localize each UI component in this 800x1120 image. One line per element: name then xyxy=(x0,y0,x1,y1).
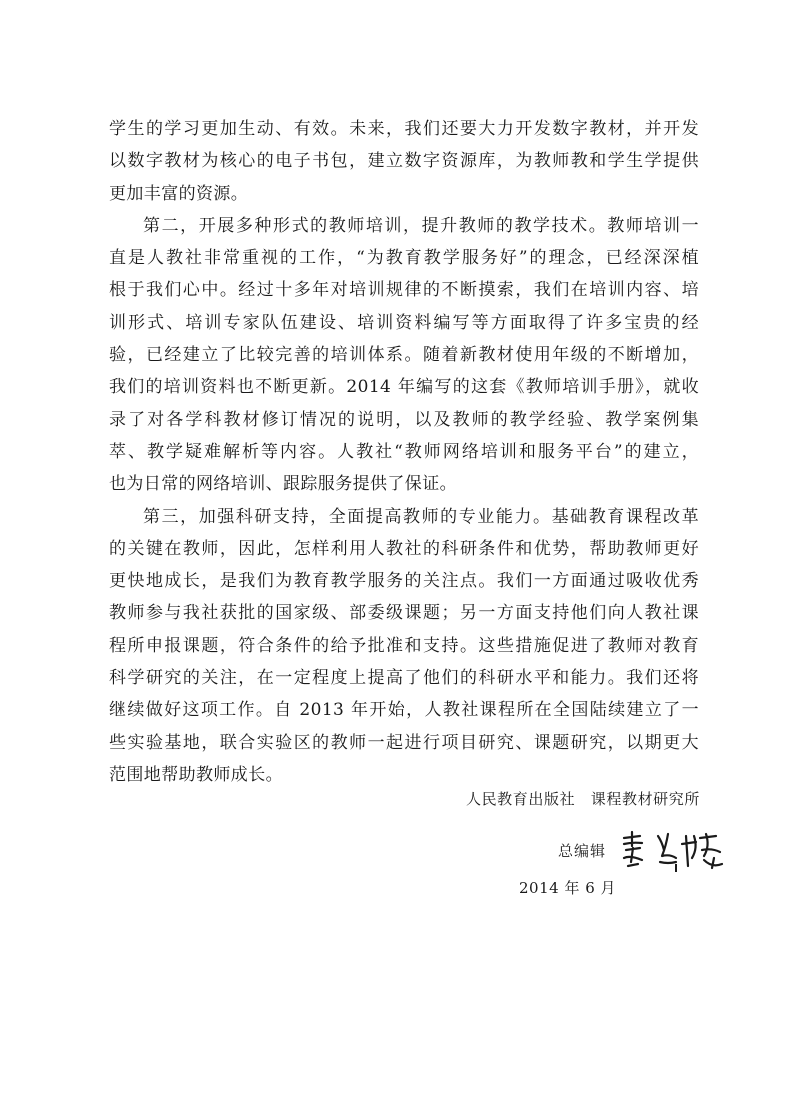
signature-date: 2014 年 6 月 xyxy=(519,879,617,897)
text-line: 录了对各学科教材修订情况的说明，以及教师的教学经验、教学案例集 xyxy=(109,409,699,430)
text-line: 我们的培训资料也不断更新。2014 年编写的这套《教师培训手册》，就收 xyxy=(109,377,699,398)
editor-row xyxy=(558,828,728,872)
text-line: 萃、教学疑难解析等内容。人教社“教师网络培训和服务平台”的建立， xyxy=(109,441,699,462)
text-line: 程所申报课题，符合条件的给予批准和支持。这些措施促进了教师对教育 xyxy=(109,635,699,656)
text-line: 根于我们心中。经过十多年对培训规律的不断摸索，我们在培训内容、培 xyxy=(109,280,699,301)
text-line: 范围地帮助教师成长。 xyxy=(109,764,283,785)
signature-block xyxy=(340,784,700,814)
text-line: 直是人教社非常重视的工作，“为教育教学服务好”的理念，已经深深植 xyxy=(109,248,699,269)
text-line: 第三，加强科研支持，全面提高教师的专业能力。基础教育课程改革 xyxy=(143,506,699,527)
body-text xyxy=(109,113,699,791)
text-line: 学生的学习更加生动、有效。未来，我们还要大力开发数字教材，并开发 xyxy=(109,119,699,139)
text-line: 更快地成长，是我们为教育教学服务的关注点。我们一方面通过吸收优秀 xyxy=(109,571,699,592)
text-line: 科学研究的关注，在一定程度上提高了他们的科研水平和能力。我们还将 xyxy=(109,668,699,689)
publisher-name: 人民教育出版社 课程教材研究所 xyxy=(465,790,700,808)
text-line: 继续做好这项工作。自 2013 年开始，人教社课程所在全国陆续建立了一 xyxy=(109,700,699,721)
text-line: 也为日常的网络培训、跟踪服务提供了保证。 xyxy=(109,474,457,495)
editor-label: 总编辑 xyxy=(557,841,606,860)
text-line: 些实验基地，联合实验区的教师一起进行项目研究、课题研究，以期更大 xyxy=(109,732,699,753)
text-line: 第二，开展多种形式的教师培训，提升教师的教学技术。教师培训一 xyxy=(143,215,699,236)
text-line: 验，已经建立了比较完善的培训体系。随着新教材使用年级的不断增加， xyxy=(109,345,699,366)
text-line: 训形式、培训专家队伍建设、培训资料编写等方面取得了许多宝贵的经 xyxy=(109,312,699,333)
text-line: 的关键在教师，因此，怎样利用人教社的科研条件和优势，帮助教师更好 xyxy=(109,538,699,559)
handwritten-signature xyxy=(618,828,728,872)
text-line: 教师参与我社获批的国家级、部委级课题；另一方面支持他们向人教社课 xyxy=(109,603,699,624)
text-line: 更加丰富的资源。 xyxy=(109,183,249,204)
text-line: 以数字教材为核心的电子书包，建立数字资源库，为教师教和学生学提供 xyxy=(109,151,699,172)
